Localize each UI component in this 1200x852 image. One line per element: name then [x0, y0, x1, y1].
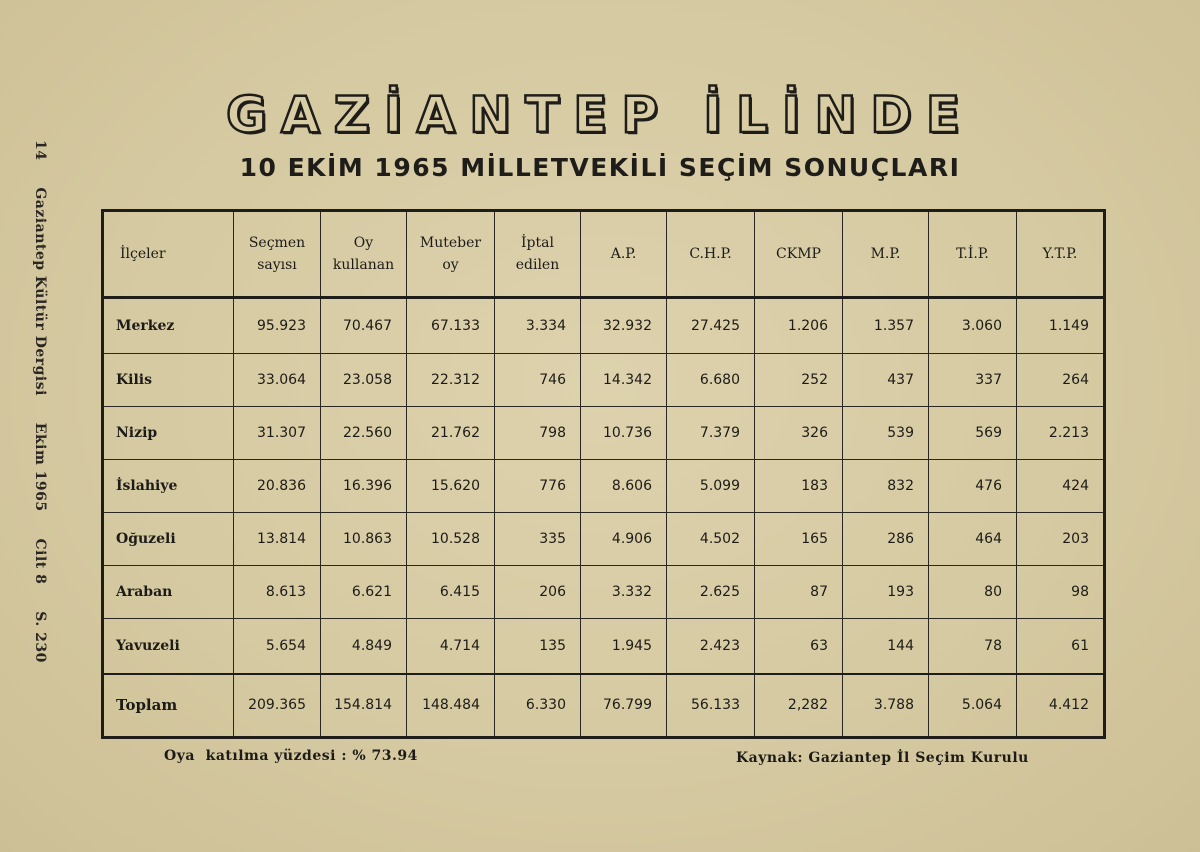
value-cell: 4.714 — [407, 619, 495, 674]
value-cell: 1.945 — [581, 619, 667, 674]
column-header-line: Y.T.P. — [1042, 246, 1078, 262]
value-cell: 61 — [1017, 619, 1105, 674]
value-cell: 203 — [1017, 513, 1105, 566]
value-cell: 4.412 — [1017, 674, 1105, 738]
column-header — [581, 211, 667, 298]
value-cell: 21.762 — [407, 407, 495, 460]
value-cell: 27.425 — [667, 298, 755, 354]
column-header — [103, 211, 234, 298]
table-row — [103, 674, 1105, 738]
value-cell: 746 — [495, 354, 581, 407]
value-cell: 206 — [495, 566, 581, 619]
district-name-cell: Yavuzeli — [103, 619, 234, 674]
value-cell: 252 — [755, 354, 843, 407]
column-header-line: A.P. — [610, 246, 637, 262]
value-cell: 1.149 — [1017, 298, 1105, 354]
page-sidebar-note: 14 Gaziantep Kültür Dergisi Ekim 1965 Cilt 8 S. 230 — [32, 140, 48, 663]
value-cell: 3.334 — [495, 298, 581, 354]
value-cell: 87 — [755, 566, 843, 619]
source-note: Kaynak: Gaziantep İl Seçim Kurulu — [736, 750, 1029, 766]
value-cell: 154.814 — [321, 674, 407, 738]
column-header — [843, 211, 929, 298]
value-cell: 5.654 — [234, 619, 321, 674]
column-header-line: Oy — [353, 235, 374, 251]
column-header-line: İlçeler — [120, 246, 166, 262]
value-cell: 193 — [843, 566, 929, 619]
value-cell: 63 — [755, 619, 843, 674]
value-cell: 424 — [1017, 460, 1105, 513]
value-cell: 10.736 — [581, 407, 667, 460]
column-header-line: İptal — [521, 235, 554, 251]
value-cell: 16.396 — [321, 460, 407, 513]
value-cell: 22.312 — [407, 354, 495, 407]
table-row — [103, 619, 1105, 674]
value-cell: 56.133 — [667, 674, 755, 738]
district-name-cell: Kilis — [103, 354, 234, 407]
table-header-row — [103, 211, 1105, 298]
value-cell: 5.064 — [929, 674, 1017, 738]
table-row — [103, 407, 1105, 460]
value-cell: 148.484 — [407, 674, 495, 738]
value-cell: 6.621 — [321, 566, 407, 619]
value-cell: 1.206 — [755, 298, 843, 354]
value-cell: 98 — [1017, 566, 1105, 619]
value-cell: 1.357 — [843, 298, 929, 354]
value-cell: 326 — [755, 407, 843, 460]
column-header-line: kullanan — [332, 257, 395, 273]
value-cell: 4.849 — [321, 619, 407, 674]
value-cell: 32.932 — [581, 298, 667, 354]
value-cell: 476 — [929, 460, 1017, 513]
value-cell: 7.379 — [667, 407, 755, 460]
value-cell: 70.467 — [321, 298, 407, 354]
district-name-cell: Araban — [103, 566, 234, 619]
value-cell: 2.213 — [1017, 407, 1105, 460]
column-header — [755, 211, 843, 298]
value-cell: 8.613 — [234, 566, 321, 619]
value-cell: 798 — [495, 407, 581, 460]
value-cell: 832 — [843, 460, 929, 513]
value-cell: 135 — [495, 619, 581, 674]
value-cell: 23.058 — [321, 354, 407, 407]
value-cell: 144 — [843, 619, 929, 674]
value-cell: 31.307 — [234, 407, 321, 460]
value-cell: 76.799 — [581, 674, 667, 738]
value-cell: 337 — [929, 354, 1017, 407]
value-cell: 13.814 — [234, 513, 321, 566]
value-cell: 3.788 — [843, 674, 929, 738]
column-header-line: Muteber — [419, 235, 482, 251]
value-cell: 15.620 — [407, 460, 495, 513]
column-header — [234, 211, 321, 298]
column-header — [1017, 211, 1105, 298]
value-cell: 3.060 — [929, 298, 1017, 354]
value-cell: 209.365 — [234, 674, 321, 738]
column-header — [321, 211, 407, 298]
table-row — [103, 298, 1105, 354]
page-subtitle: 10 EKİM 1965 MİLLETVEKİLİ SEÇİM SONUÇLARI — [239, 153, 961, 182]
value-cell: 95.923 — [234, 298, 321, 354]
value-cell: 165 — [755, 513, 843, 566]
value-cell: 6.330 — [495, 674, 581, 738]
election-results-table — [101, 209, 1106, 739]
value-cell: 2,282 — [755, 674, 843, 738]
value-cell: 8.606 — [581, 460, 667, 513]
table-body — [103, 298, 1105, 738]
table-row — [103, 354, 1105, 407]
column-header-line: T.İ.P. — [956, 246, 989, 262]
district-name-cell: Merkez — [103, 298, 234, 354]
column-header — [667, 211, 755, 298]
value-cell: 286 — [843, 513, 929, 566]
value-cell: 14.342 — [581, 354, 667, 407]
column-header-line: M.P. — [870, 246, 901, 262]
value-cell: 67.133 — [407, 298, 495, 354]
district-name-cell: Toplam — [103, 674, 234, 738]
table-row — [103, 513, 1105, 566]
value-cell: 437 — [843, 354, 929, 407]
table-row — [103, 566, 1105, 619]
table-row — [103, 460, 1105, 513]
district-name-cell: Nizip — [103, 407, 234, 460]
value-cell: 10.863 — [321, 513, 407, 566]
page-title: GAZİANTEP İLİNDE — [225, 86, 975, 144]
column-header — [495, 211, 581, 298]
value-cell: 776 — [495, 460, 581, 513]
value-cell: 464 — [929, 513, 1017, 566]
value-cell: 539 — [843, 407, 929, 460]
value-cell: 4.906 — [581, 513, 667, 566]
value-cell: 3.332 — [581, 566, 667, 619]
column-header-line: C.H.P. — [689, 246, 732, 262]
value-cell: 80 — [929, 566, 1017, 619]
value-cell: 78 — [929, 619, 1017, 674]
value-cell: 2.423 — [667, 619, 755, 674]
value-cell: 33.064 — [234, 354, 321, 407]
district-name-cell: İslahiye — [103, 460, 234, 513]
value-cell: 335 — [495, 513, 581, 566]
value-cell: 22.560 — [321, 407, 407, 460]
turnout-note: Oya katılma yüzdesi : % 73.94 — [164, 748, 418, 764]
value-cell: 4.502 — [667, 513, 755, 566]
value-cell: 5.099 — [667, 460, 755, 513]
column-header — [407, 211, 495, 298]
column-header-line: CKMP — [776, 246, 821, 262]
value-cell: 2.625 — [667, 566, 755, 619]
column-header — [929, 211, 1017, 298]
column-header-line: edilen — [515, 257, 560, 273]
value-cell: 6.680 — [667, 354, 755, 407]
column-header-line: oy — [442, 257, 459, 273]
district-name-cell: Oğuzeli — [103, 513, 234, 566]
value-cell: 20.836 — [234, 460, 321, 513]
value-cell: 569 — [929, 407, 1017, 460]
value-cell: 264 — [1017, 354, 1105, 407]
column-header-line: Seçmen — [248, 235, 306, 251]
column-header-line: sayısı — [257, 257, 297, 273]
value-cell: 6.415 — [407, 566, 495, 619]
value-cell: 183 — [755, 460, 843, 513]
value-cell: 10.528 — [407, 513, 495, 566]
